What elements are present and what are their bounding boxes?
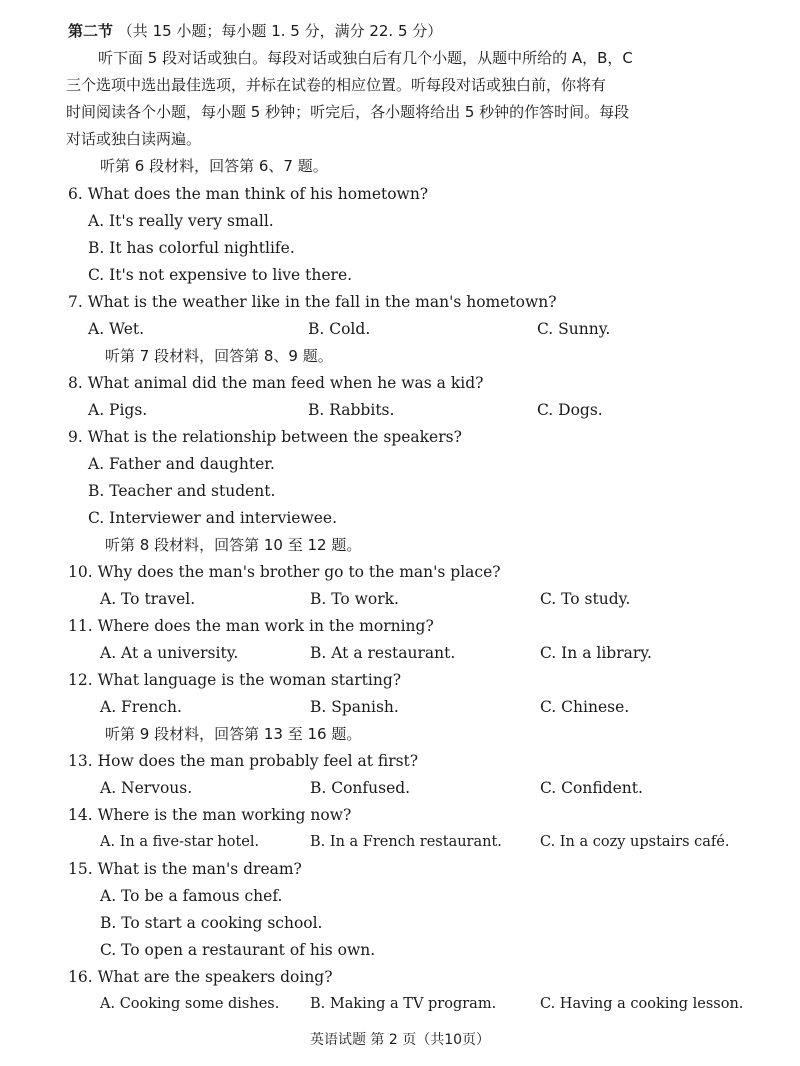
question-16	[68, 967, 333, 987]
question-6	[68, 184, 428, 204]
question-text: What is the relationship between the speakers?	[87, 428, 462, 446]
page-footer: 英语试题 第 2 页（共10页）	[309, 1032, 491, 1048]
question-number: 8.	[68, 374, 83, 392]
option-c: C. It's not expensive to live there.	[88, 266, 353, 284]
option-a: A. French.	[100, 698, 182, 716]
option-b: B. In a French restaurant.	[310, 834, 502, 850]
question-10	[68, 562, 501, 582]
question-number: 16.	[68, 968, 93, 986]
question-8	[68, 373, 483, 393]
option-a: A. Wet.	[88, 320, 145, 338]
question-text: What is the weather like in the fall in the man's hometown?	[87, 293, 557, 311]
question-13	[68, 751, 418, 771]
question-14	[68, 805, 351, 825]
option-c: C. In a cozy upstairs café.	[540, 834, 730, 850]
option-c: C. Chinese.	[540, 698, 630, 716]
instruction-line: 时间阅读各个小题，每小题 5 秒钟；听完后，各小题将给出 5 秒钟的作答时间。每段	[66, 103, 630, 121]
option-b: B. Confused.	[310, 779, 411, 797]
section-heading	[68, 21, 442, 41]
option-c: C. In a library.	[540, 644, 652, 662]
option-b: B. To work.	[310, 590, 399, 608]
option-c: C. Confident.	[540, 779, 643, 797]
option-a: A. Cooking some dishes.	[100, 996, 280, 1012]
question-text: What are the speakers doing?	[97, 968, 333, 986]
question-text: What animal did the man feed when he was a kid?	[87, 374, 484, 392]
option-a: A. It's really very small.	[88, 212, 274, 230]
question-text: Why does the man's brother go to the man's place?	[97, 563, 501, 581]
question-text: Where is the man working now?	[97, 806, 352, 824]
option-c: C. Dogs.	[537, 401, 603, 419]
material-header: 听第 6 段材料，回答第 6、7 题。	[100, 157, 328, 175]
option-c: C. Having a cooking lesson.	[540, 996, 744, 1012]
question-number: 9.	[68, 428, 83, 446]
option-b: B. Making a TV program.	[310, 996, 497, 1012]
question-15	[68, 859, 302, 879]
option-c: C. To open a restaurant of his own.	[100, 941, 376, 959]
question-number: 10.	[68, 563, 93, 581]
question-text: What does the man think of his hometown?	[87, 185, 429, 203]
instruction-line: 对话或独白读两遍。	[66, 130, 202, 148]
question-12	[68, 670, 401, 690]
instruction-line: 三个选项中选出最佳选项，并标在试卷的相应位置。听每段对话或独白前，你将有	[66, 76, 607, 94]
option-b: B. Teacher and student.	[88, 482, 276, 500]
option-b: B. It has colorful nightlife.	[88, 239, 295, 257]
question-number: 7.	[68, 293, 83, 311]
question-number: 13.	[68, 752, 93, 770]
question-number: 12.	[68, 671, 93, 689]
option-a: A. To travel.	[100, 590, 196, 608]
option-b: B. Rabbits.	[308, 401, 395, 419]
option-a: A. At a university.	[100, 644, 239, 662]
question-number: 6.	[68, 185, 83, 203]
option-c: C. Interviewer and interviewee.	[88, 509, 337, 527]
question-11	[68, 616, 434, 636]
section-title: 第二节	[68, 22, 114, 40]
option-b: B. Cold.	[308, 320, 371, 338]
question-number: 11.	[68, 617, 93, 635]
question-9	[68, 427, 462, 447]
option-c: C. Sunny.	[537, 320, 611, 338]
option-b: B. To start a cooking school.	[100, 914, 323, 932]
option-b: B. Spanish.	[310, 698, 399, 716]
question-text: How does the man probably feel at first?	[97, 752, 419, 770]
option-c: C. To study.	[540, 590, 631, 608]
instruction-line: 听下面 5 段对话或独白。每段对话或独白后有几个小题，从题中所给的 A，B，C	[98, 49, 633, 67]
option-a: A. Pigs.	[88, 401, 148, 419]
material-header: 听第 8 段材料，回答第 10 至 12 题。	[105, 536, 362, 554]
option-a: A. To be a famous chef.	[100, 887, 283, 905]
option-a: A. Father and daughter.	[88, 455, 275, 473]
material-header: 听第 9 段材料，回答第 13 至 16 题。	[105, 725, 362, 743]
question-text: Where does the man work in the morning?	[97, 617, 434, 635]
material-header: 听第 7 段材料，回答第 8、9 题。	[105, 347, 333, 365]
option-b: B. At a restaurant.	[310, 644, 456, 662]
option-a: A. Nervous.	[100, 779, 193, 797]
question-number: 14.	[68, 806, 93, 824]
option-a: A. In a five-star hotel.	[100, 834, 260, 850]
question-7	[68, 292, 557, 312]
section-note: （共 15 小题；每小题 1. 5 分，满分 22. 5 分）	[117, 22, 443, 40]
question-number: 15.	[68, 860, 93, 878]
question-text: What is the man's dream?	[97, 860, 302, 878]
question-text: What language is the woman starting?	[97, 671, 402, 689]
